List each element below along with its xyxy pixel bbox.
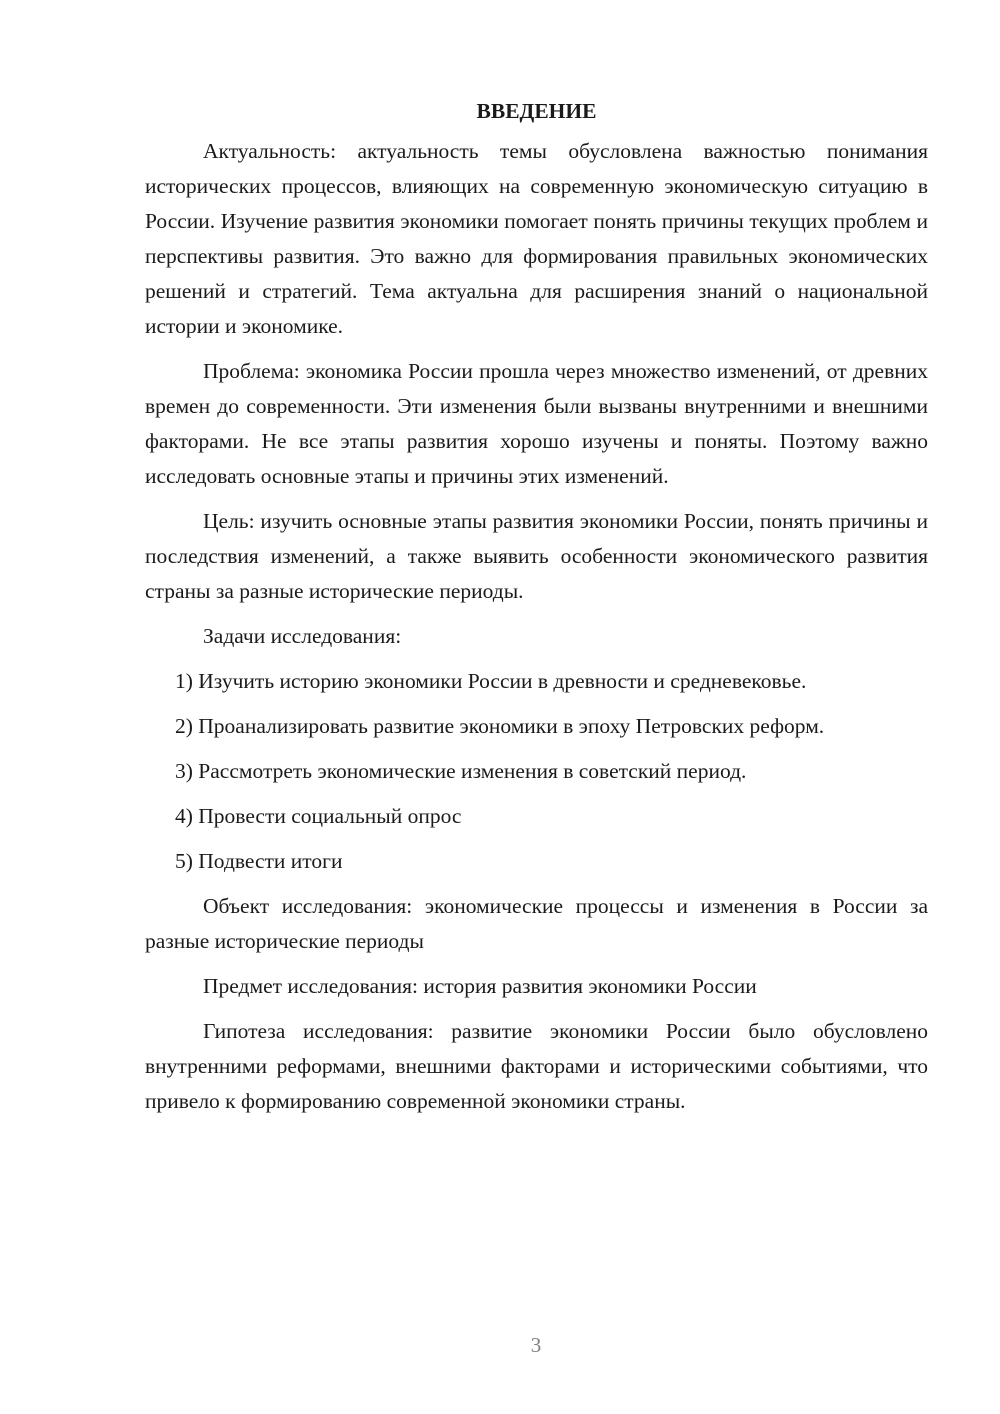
task-item-5: 5) Подвести итоги (175, 849, 343, 873)
task-item-3: 3) Рассмотреть экономические изменения в советский период. (175, 759, 747, 783)
page-number: 3 (530, 1333, 542, 1357)
goal-paragraph: Цель: изучить основные этапы развития экономики России, понять причины и последствия изменений, а также выявить особенности экономического развития страны за разные исторические периоды. (145, 509, 928, 603)
relevance-paragraph: Актуальность: актуальность темы обусловлена важностью понимания исторических процессов, влияющих на современную экономическую ситуацию в России. Изучение развития экономики помогает понять причины текущих проблем и перспективы развития. Это важно для формирования правильных экономических решений и стратегий. Тема актуальна для расширения знаний о национальной истории и экономике. (145, 139, 928, 338)
document-page (145, 94, 928, 1129)
task-item-1: 1) Изучить историю экономики России в древности и средневековье. (175, 669, 807, 693)
task-item-4: 4) Провести социальный опрос (175, 804, 462, 828)
section-heading: ВВЕДЕНИЕ (476, 99, 597, 123)
problem-paragraph: Проблема: экономика России прошла через множество изменений, от древних времен до современности. Эти изменения были вызваны внутренними и внешними факторами. Не все этапы развития хорошо изучены и поняты. Поэтому важно исследовать основные этапы и причины этих изменений. (145, 359, 928, 488)
subject-paragraph: Предмет исследования: история развития экономики России (203, 974, 757, 998)
hypothesis-paragraph: Гипотеза исследования: развитие экономики России было обусловлено внутренними реформами, внешними факторами и историческими событиями, что привело к формированию современной экономики страны. (145, 1019, 928, 1113)
tasks-title: Задачи исследования: (203, 624, 402, 648)
object-paragraph: Объект исследования: экономические процессы и изменения в России за разные исторические периоды (145, 894, 928, 953)
task-item-2: 2) Проанализировать развитие экономики в эпоху Петровских реформ. (175, 714, 825, 738)
